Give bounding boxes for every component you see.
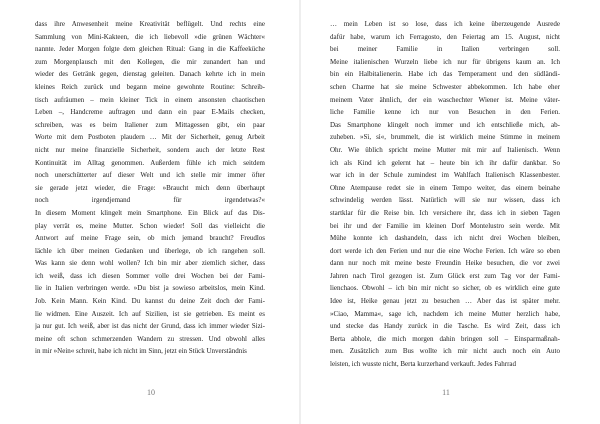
text-line: und stecke das Handy zurück in die Tasche. Es wird Zeit, dass ich	[330, 322, 560, 331]
text-line: »Ciao, Mamma«, sage ich, nachdem ich meine Mutter herzlich habe,	[330, 309, 560, 318]
left-page-text	[35, 18, 265, 358]
text-line: leisten, ich wusste nicht, Berta kurzerhand verkauft. Jedes Fahrrad	[330, 360, 517, 369]
text-line: lienchaos. Obwohl – ich bin mir nicht so sicher, ob es wirklich eine gute	[330, 284, 560, 293]
text-line: In diesem Moment klingelt mein Smartphone. Ein Blick auf das Dis-	[35, 208, 265, 217]
right-page	[300, 0, 600, 424]
text-line: Worte mit dem Postboten plaudern … Mit der Sicherheit, genug Arbeit	[35, 133, 265, 142]
text-line: dass ihre Anwesenheit meine Kreativität beflügelt. Und rechts eine	[35, 20, 265, 28]
text-line: Sammlung von Mini-Kakteen, die ich liebevoll »die grünen Wächter«	[35, 32, 265, 41]
text-line: Berta abhole, die mich morgen dahin bringen soll – Einsparmaßnah-	[330, 334, 560, 343]
text-line: sie gerade jetzt wieder, die Frage: »Braucht mich denn überhaupt	[35, 183, 265, 192]
text-line: bei ihr und der Familie im kleinen Dorf Montelustro sein werde. Mit	[330, 221, 560, 230]
text-line: Leben –, Handcreme auftragen und dann ein paar E-Mails checken,	[35, 108, 265, 117]
text-line: meinem Vater ähnlich, der ein waschechter Wiener ist. Meine väter-	[330, 95, 560, 104]
text-line: dort werde ich den Ferien und nur die eine Woche Ferien. Ich wäre so eben	[330, 246, 560, 255]
text-line: schen Charme hat sie meine Schwester abbekommen. Ich habe eher	[330, 82, 560, 91]
text-line: startklar für die Reise bin. Ich versichere ihr, dass ich in sieben Tagen	[330, 208, 560, 217]
text-line: kleines Reich zurück und begann meine gewohnte Routine: Schreib-	[35, 82, 265, 91]
text-line: lie widmen. Eine Auszeit. Ich auf Sizilien, ist sie getrieben. Es meint es	[35, 309, 265, 318]
text-line: dafür habe, warum ich Ferragosto, den Feiertag am 15. August, nicht	[330, 32, 560, 41]
text-line: bei meiner Familie in Italien verbringen soll.	[330, 45, 560, 54]
text-line: Was kann sie denn wohl wollen? Ich bin mir aber ziemlich sicher, dass	[35, 259, 265, 268]
text-line: dann nur noch mit meine beste Freundin Heike besuchen, die vor zwei	[330, 259, 560, 268]
text-line: meine oft schon schmerzenden Wandern zu stressen. Und obwohl alles	[35, 334, 265, 343]
text-line: lie in Italien verbringen werde. »Du bist ja sowieso arbeitslos, mein Kind.	[35, 284, 265, 293]
text-line: nicht nur meine finanzielle Sicherheit, sondern auch der letzte Rest	[35, 145, 265, 154]
text-line: tisch aufräumen – mein kleiner Tick in einem ansonsten chaotischen	[35, 95, 265, 104]
text-line: in mir »Nein« schreit, habe ich nicht im Sinn, jetzt ein Stück Unverständnis	[35, 347, 247, 356]
text-line: war ich in der Schule zumindest im Wahlfach Italienisch Klassenbester.	[330, 171, 560, 180]
text-line: Meine italienischen Wurzeln liebe ich nur für übrigens kaum an. Ich	[330, 57, 560, 66]
text-line: zuheben. »Sì, sì«, brummelt, die ist wirklich meine Stimme in meinem	[330, 133, 560, 142]
text-line: Antwort auf meine Frage sein, ob mich jemand braucht? Freudlos	[35, 234, 265, 243]
right-page-text	[330, 18, 560, 371]
text-line: noch unerschütterter auf dieser Welt und ich stelle mir immer öfter	[35, 171, 265, 180]
text-line: ich als Kind ich gelernt hat – heute bin ich ihr dafür dankbar. So	[330, 158, 560, 167]
text-line: zum Morgenplausch mit den Kollegen, die mir zunandert han und	[35, 57, 265, 66]
text-line: bin ein Halbitalienerin. Habe ich das Temperament und den südländi-	[330, 70, 560, 79]
text-line: Kontinuität im Alltag genommen. Außerdem fühle ich mich seitdem	[35, 158, 265, 167]
text-line: schreiben, was es beim Italiener zum Mittagessen gibt, ein paar	[35, 120, 265, 129]
text-line: liche Familie kenne ich nur von Besuchen in den Ferien.	[330, 108, 560, 117]
text-line: Das Smartphone klingelt noch immer und ich entschließe mich, ab-	[330, 120, 560, 129]
text-line: … mein Leben ist so lose, dass ich keine überzeugende Ausrede	[330, 20, 560, 28]
text-line: nannte. Jeder Morgen folgte dem gleichen Ritual: Gang in die Kaffeeküche	[35, 45, 265, 54]
text-line: Idee ist, Heike genau jetzt zu besuchen … Aber das ist später mehr.	[330, 297, 560, 306]
right-page-number: 11	[442, 388, 450, 397]
text-line: Jahren nach Tirol gezogen ist. Zum Glück erst zum Tag vor der Fami-	[330, 271, 560, 280]
text-line: play verrät es, meine Mutter. Schon wieder! Soll das vielleicht die	[35, 221, 265, 230]
text-line: ich weiß, dass ich diesen Sommer volle drei Wochen bei der Fami-	[35, 271, 265, 280]
text-line: Job. Kein Mann. Kein Kind. Du kannst du deine Zeit doch der Fami-	[35, 297, 265, 306]
text-line: noch irgendjemand für irgendetwas?«	[35, 196, 265, 205]
left-page-number: 10	[147, 388, 155, 397]
text-line: lächle ich über meinen Gedanken und überlege, ob ich rangehen soll.	[35, 246, 265, 255]
text-line: schwindelig werden lässt. Natürlich will sie nur wissen, dass ich	[330, 196, 560, 205]
text-line: Mühe konnte ich dashandeln, dass ich nicht drei Wochen bleiben,	[330, 234, 560, 243]
text-line: ja nur gut. Ich weiß, aber ist das nicht der Grund, dass ich immer wieder Sizi-	[35, 322, 265, 331]
text-line: Ohne Atempause redet sie in einem Tempo weiter, das einem beinahe	[330, 183, 560, 192]
text-line: Ohr. Wie üblich spricht meine Mutter mit mir auf Italienisch. Wenn	[330, 145, 560, 154]
text-line: wieder des Getränk gegen, dienstag geleiten. Danach kehrte ich in mein	[35, 70, 265, 79]
text-line: men. Zusätzlich zum Bus wollte ich mir nicht auch noch ein Auto	[330, 347, 560, 356]
